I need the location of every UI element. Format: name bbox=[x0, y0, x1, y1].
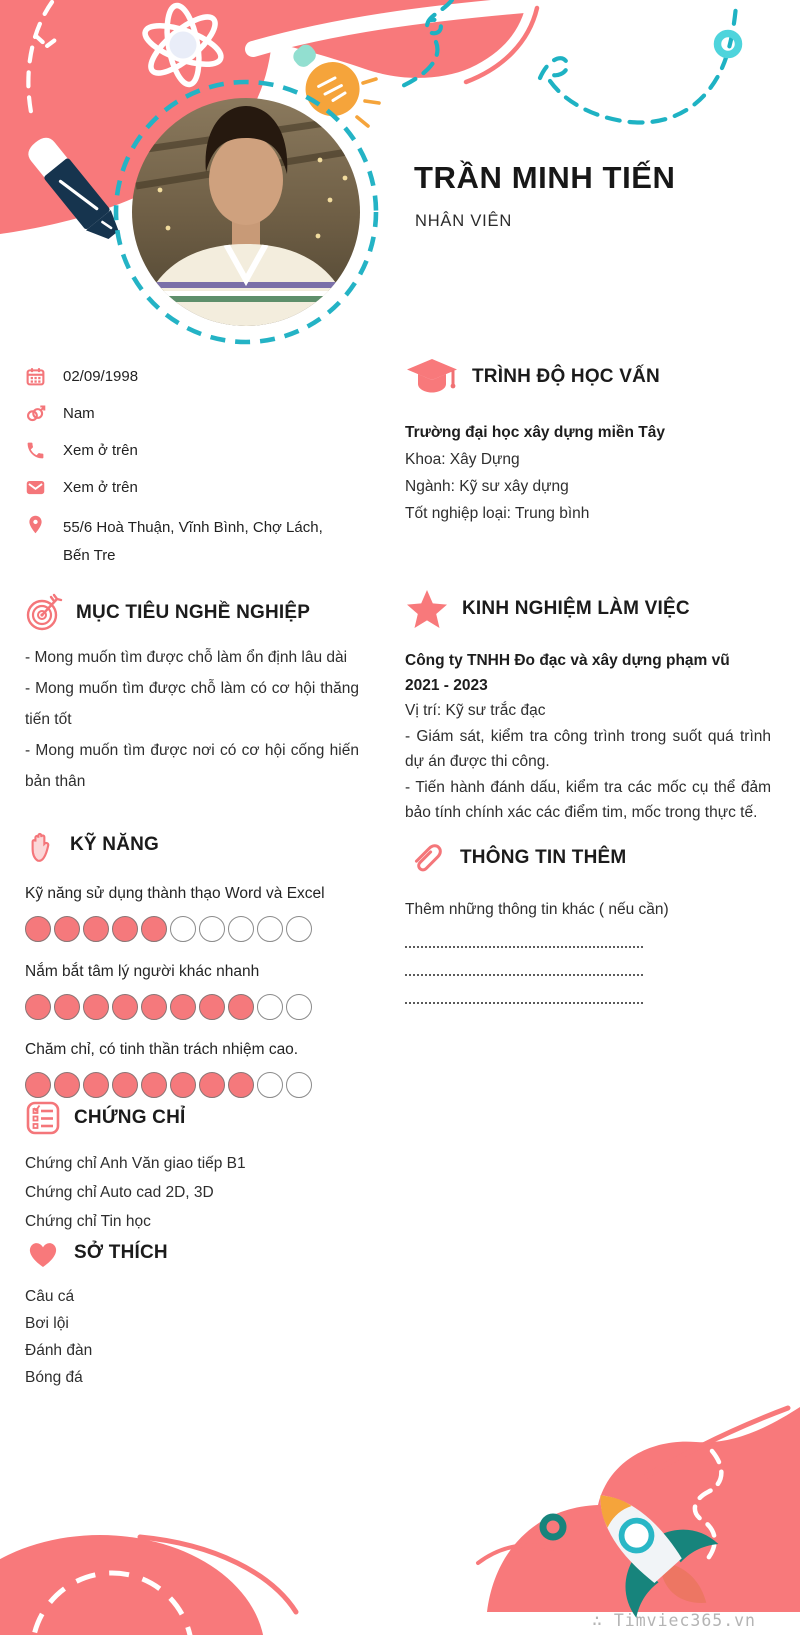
birthday-row bbox=[25, 366, 343, 388]
skill-dot-filled bbox=[54, 1072, 80, 1098]
section-title: THÔNG TIN THÊM bbox=[460, 847, 627, 868]
dotted-line bbox=[405, 988, 643, 1004]
phone-value: Xem ở trên bbox=[63, 442, 138, 459]
skill-dot-filled bbox=[170, 994, 196, 1020]
certificate-item: Chứng chỉ Auto cad 2D, 3D bbox=[25, 1184, 214, 1201]
skill-dot-filled bbox=[228, 1072, 254, 1098]
birthday-value: 02/09/1998 bbox=[63, 368, 139, 385]
graduation-cap-icon bbox=[405, 357, 459, 397]
address-value: 55/6 Hoà Thuận, Vĩnh Bình, Chợ Lách, Bến Tre bbox=[63, 519, 323, 564]
heart-icon bbox=[25, 1237, 61, 1269]
skill-dot-filled bbox=[25, 994, 51, 1020]
skill-dot-filled bbox=[54, 916, 80, 942]
skill-label: Chăm chỉ, có tinh thần trách nhiệm cao. bbox=[25, 1041, 299, 1058]
personal-info bbox=[25, 366, 343, 585]
section-education bbox=[405, 357, 771, 527]
skill-dot-empty bbox=[257, 916, 283, 942]
skill-label: Kỹ năng sử dụng thành thạo Word và Excel bbox=[25, 885, 325, 902]
skill-dot-filled bbox=[228, 994, 254, 1020]
candidate-title: NHÂN VIÊN bbox=[415, 212, 513, 230]
company-name: Công ty TNHH Đo đạc và xây dựng phạm vũ bbox=[405, 652, 730, 669]
email-row bbox=[25, 477, 343, 499]
section-experience bbox=[405, 588, 771, 826]
skill-dot-empty bbox=[170, 916, 196, 942]
skill-dot-filled bbox=[112, 994, 138, 1020]
gender-icon bbox=[25, 403, 46, 424]
gender-value: Nam bbox=[63, 405, 95, 422]
section-skills bbox=[25, 826, 359, 1098]
skill-dot-empty bbox=[286, 1072, 312, 1098]
certificate-item: Chứng chỉ Anh Văn giao tiếp B1 bbox=[25, 1155, 246, 1172]
objective-item: - Mong muốn tìm được chỗ làm ổn định lâu dài bbox=[25, 649, 348, 666]
skill-dot-filled bbox=[25, 916, 51, 942]
profile-photo bbox=[132, 98, 360, 332]
phone-icon bbox=[25, 440, 46, 461]
skill-dot-filled bbox=[141, 1072, 167, 1098]
experience-line: - Giám sát, kiểm tra công trình trong suốt quá trình dự án được thi công. bbox=[405, 727, 771, 770]
address-row bbox=[25, 514, 343, 570]
calendar-icon bbox=[25, 366, 46, 387]
section-title: TRÌNH ĐỘ HỌC VẤN bbox=[472, 366, 660, 387]
skill-dot-filled bbox=[54, 994, 80, 1020]
section-additional bbox=[405, 836, 771, 1016]
section-title: KỸ NĂNG bbox=[70, 834, 160, 855]
work-period: 2021 - 2023 bbox=[405, 677, 488, 694]
skill-dot-filled bbox=[112, 1072, 138, 1098]
experience-line: Vị trí: Kỹ sư trắc đạc bbox=[405, 702, 546, 719]
section-objective bbox=[25, 593, 359, 797]
skill-dot-filled bbox=[141, 994, 167, 1020]
bottom-decoration bbox=[0, 1323, 800, 1635]
target-icon bbox=[25, 593, 63, 633]
skill-item bbox=[25, 963, 359, 1020]
skill-dot-filled bbox=[83, 916, 109, 942]
dotted-line bbox=[405, 960, 643, 976]
objective-item: - Mong muốn tìm được chỗ làm có cơ hội thăng tiến tốt bbox=[25, 680, 359, 728]
skill-level bbox=[25, 994, 359, 1020]
fist-icon bbox=[25, 826, 57, 864]
paperclip-icon bbox=[405, 836, 447, 880]
skill-dot-filled bbox=[83, 1072, 109, 1098]
gender-row bbox=[25, 403, 343, 425]
skill-dot-empty bbox=[286, 916, 312, 942]
skill-item bbox=[25, 1041, 359, 1098]
objective-item: - Mong muốn tìm được nơi có cơ hội cống hiến bản thân bbox=[25, 742, 359, 790]
education-line: Khoa: Xây Dựng bbox=[405, 451, 520, 468]
skill-dot-filled bbox=[112, 916, 138, 942]
phone-row bbox=[25, 440, 343, 462]
dotted-line bbox=[405, 932, 643, 948]
skill-dot-filled bbox=[199, 1072, 225, 1098]
brand-watermark: ∴ Timviec365.vn bbox=[591, 1611, 756, 1630]
school-name: Trường đại học xây dựng miền Tây bbox=[405, 424, 665, 441]
skill-label: Nắm bắt tâm lý người khác nhanh bbox=[25, 963, 260, 980]
candidate-name: TRẦN MINH TIẾN bbox=[414, 160, 676, 195]
section-title: KINH NGHIỆM LÀM VIỆC bbox=[462, 598, 690, 619]
location-icon bbox=[25, 514, 46, 535]
skill-level bbox=[25, 916, 359, 942]
skill-dot-empty bbox=[286, 994, 312, 1020]
skill-dot-filled bbox=[141, 916, 167, 942]
skill-dot-filled bbox=[25, 1072, 51, 1098]
bottom-left-blob bbox=[0, 1535, 296, 1635]
hobby-item: Bơi lội bbox=[25, 1315, 69, 1332]
skill-level bbox=[25, 1072, 359, 1098]
email-value: Xem ở trên bbox=[63, 479, 138, 496]
skill-dot-empty bbox=[199, 916, 225, 942]
additional-note: Thêm những thông tin khác ( nếu cần) bbox=[405, 901, 669, 918]
checklist-icon bbox=[25, 1100, 61, 1136]
section-title: MỤC TIÊU NGHỀ NGHIỆP bbox=[76, 602, 311, 623]
hobby-item: Câu cá bbox=[25, 1288, 75, 1305]
experience-line: - Tiến hành đánh dấu, kiểm tra các mốc cụ thể đảm bảo tính chính xác các điểm tim, mốc trong thực tế. bbox=[405, 778, 771, 821]
skill-dot-empty bbox=[257, 1072, 283, 1098]
skill-dot-empty bbox=[257, 994, 283, 1020]
education-line: Tốt nghiệp loại: Trung bình bbox=[405, 505, 590, 522]
hobby-item: Đánh đàn bbox=[25, 1342, 93, 1359]
skill-dot-filled bbox=[199, 994, 225, 1020]
skill-dot-empty bbox=[228, 916, 254, 942]
skill-dot-filled bbox=[83, 994, 109, 1020]
section-title: SỞ THÍCH bbox=[74, 1242, 168, 1263]
section-certificates bbox=[25, 1100, 359, 1236]
star-icon bbox=[405, 588, 449, 630]
education-line: Ngành: Kỹ sư xây dựng bbox=[405, 478, 569, 495]
skill-item bbox=[25, 885, 359, 942]
hobby-item: Bóng đá bbox=[25, 1369, 83, 1386]
skill-dot-filled bbox=[170, 1072, 196, 1098]
section-title: CHỨNG CHỈ bbox=[74, 1107, 186, 1128]
email-icon bbox=[25, 477, 46, 498]
certificate-item: Chứng chỉ Tin học bbox=[25, 1213, 151, 1230]
